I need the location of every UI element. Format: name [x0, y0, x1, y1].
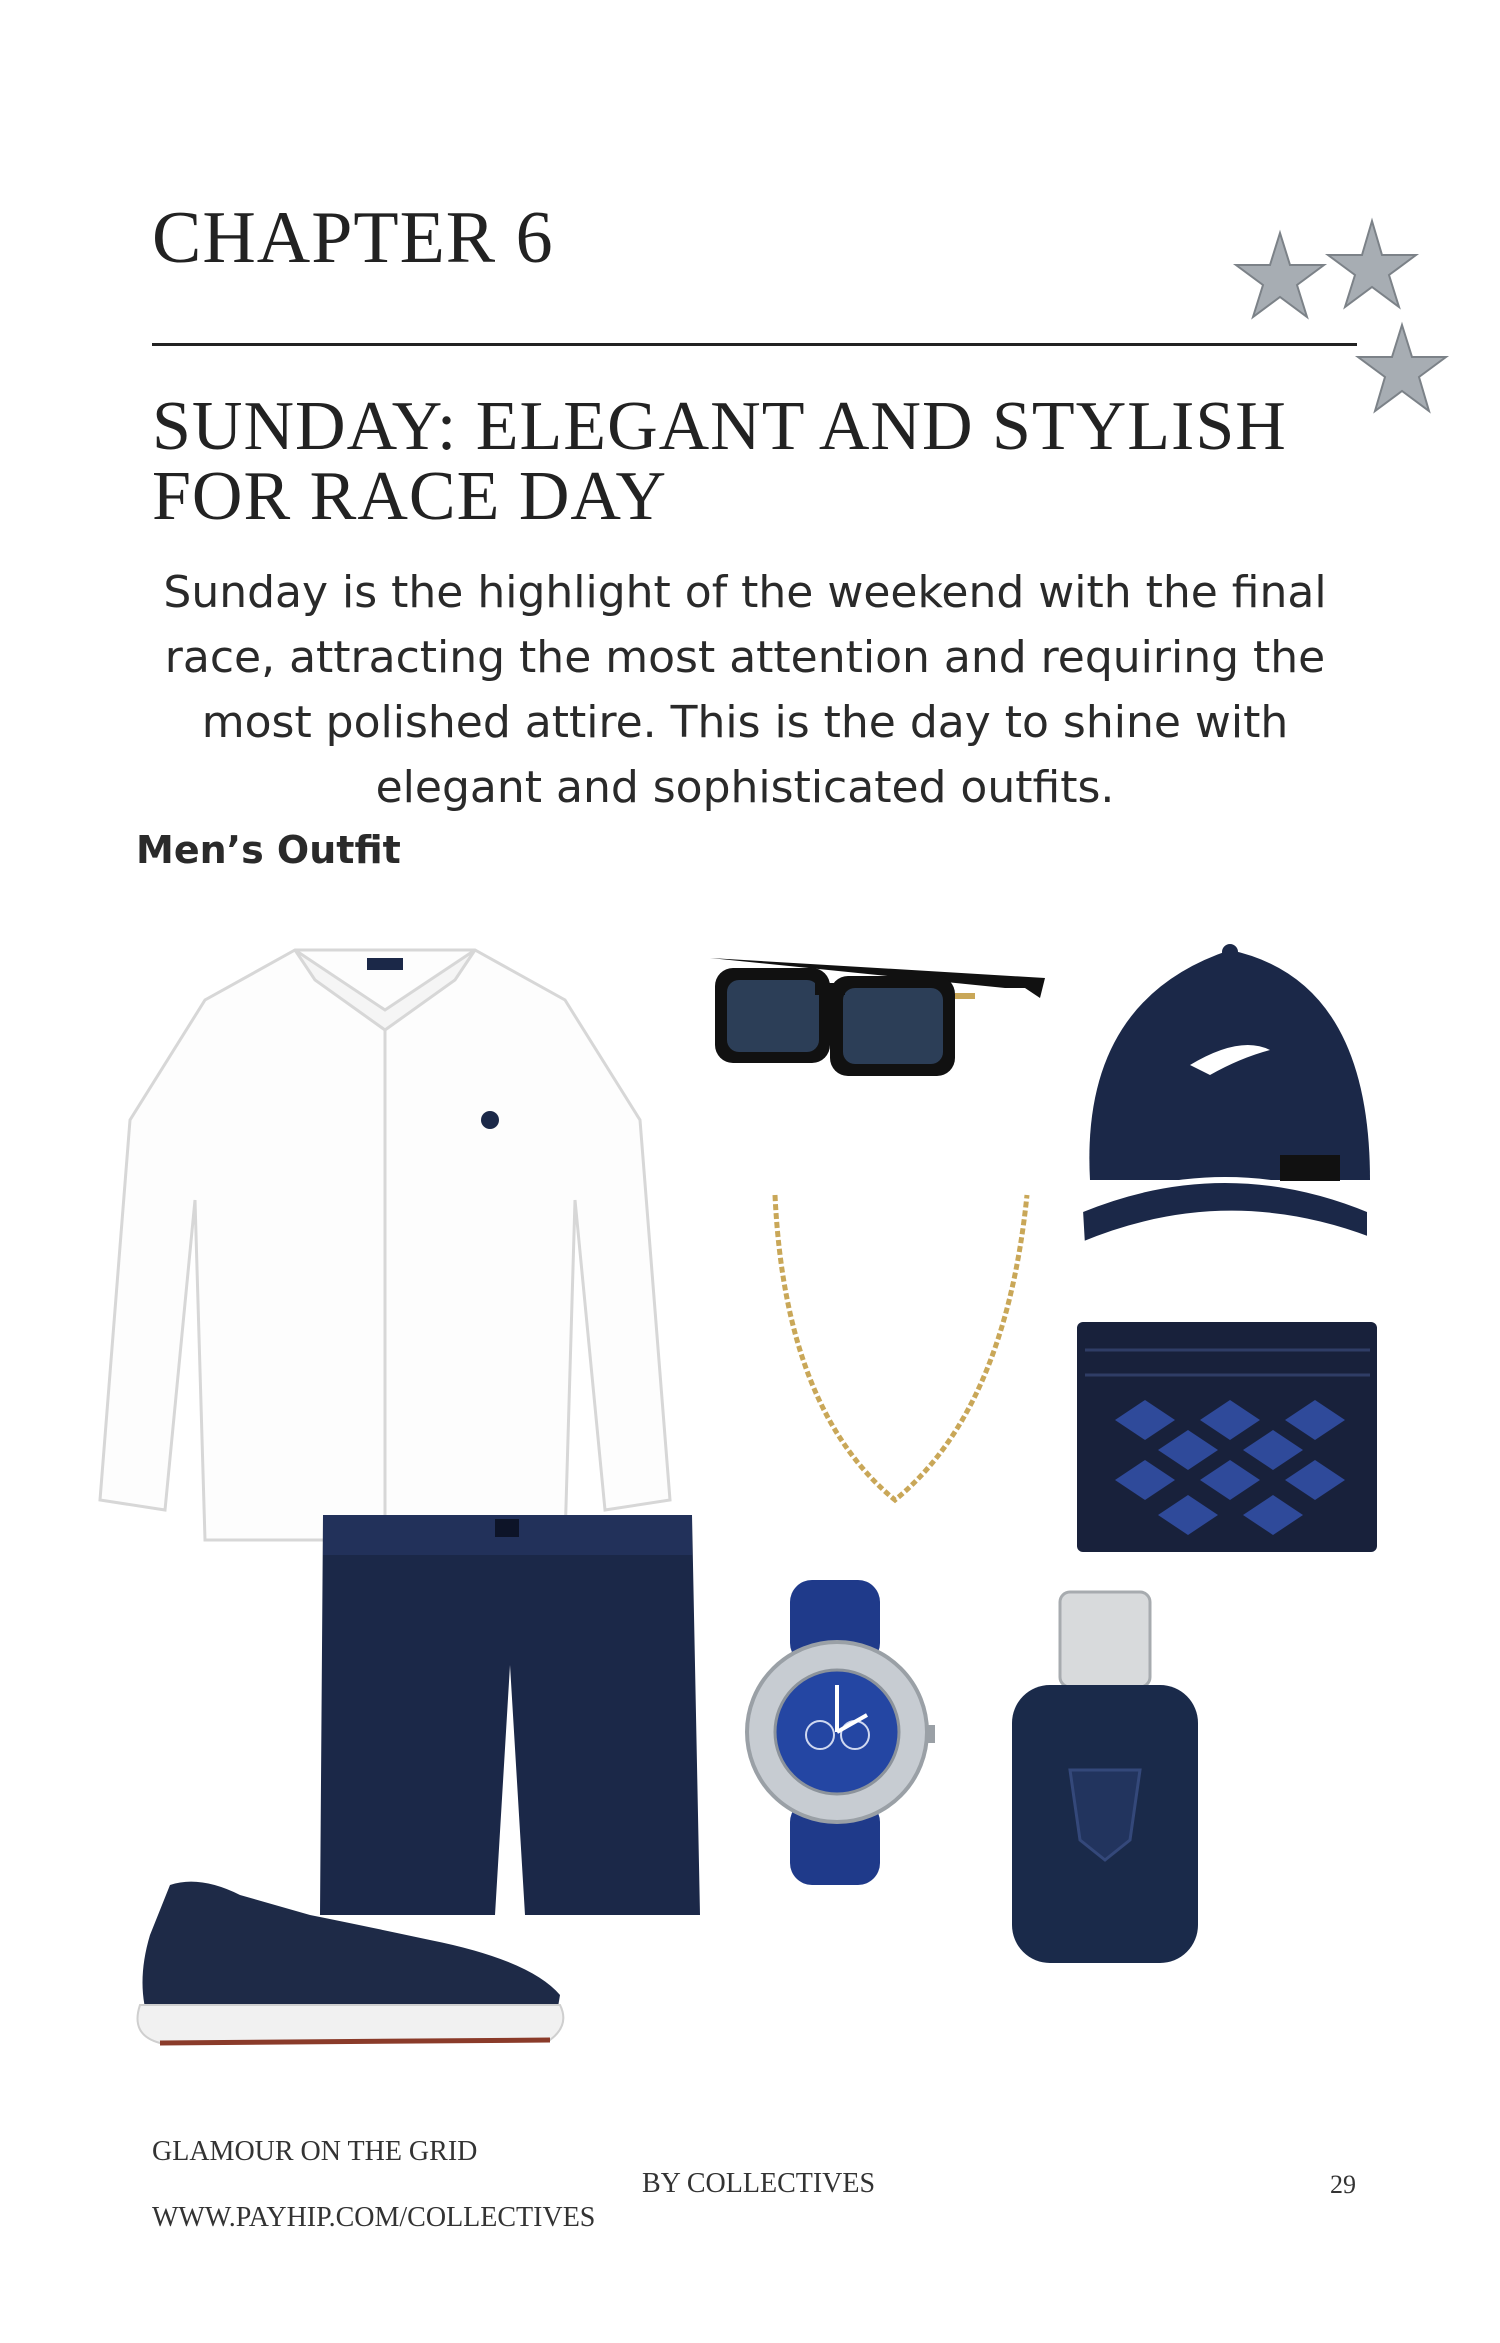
gold-chain-necklace-icon [765, 1190, 1035, 1510]
black-sunglasses-icon [705, 948, 1050, 1108]
page-number: 29 [1330, 2170, 1356, 2199]
intro-paragraph: Sunday is the highlight of the weekend with the final race, attracting the most attention and requiring the most polished attire. This is the day to shine with elegant and sophisticated outfits. [163, 567, 1327, 813]
navy-baseball-cap-icon [1080, 940, 1375, 1255]
woven-card-holder-icon [1075, 1320, 1380, 1555]
navy-sneaker-icon [130, 1875, 570, 2050]
silver-stars-icon [1220, 215, 1460, 430]
page-title: SUNDAY: ELEGANT AND STYLISH FOR RACE DAY [152, 388, 1287, 535]
footer-url[interactable]: WWW.PAYHIP.COM/COLLECTIVES [152, 2202, 596, 2233]
navy-luxury-watch-icon [745, 1575, 935, 1890]
navy-chino-shorts-icon [315, 1505, 700, 1920]
footer-byline: BY COLLECTIVES [642, 2168, 876, 2199]
footer-brand: GLAMOUR ON THE GRID [152, 2136, 478, 2167]
white-linen-shirt-icon [95, 940, 675, 1550]
chapter-heading: CHAPTER 6 [152, 197, 554, 279]
section-label: Men’s Outfit [136, 828, 401, 872]
heading-divider [152, 343, 1357, 346]
navy-perfume-bottle-icon [1010, 1590, 1200, 1965]
